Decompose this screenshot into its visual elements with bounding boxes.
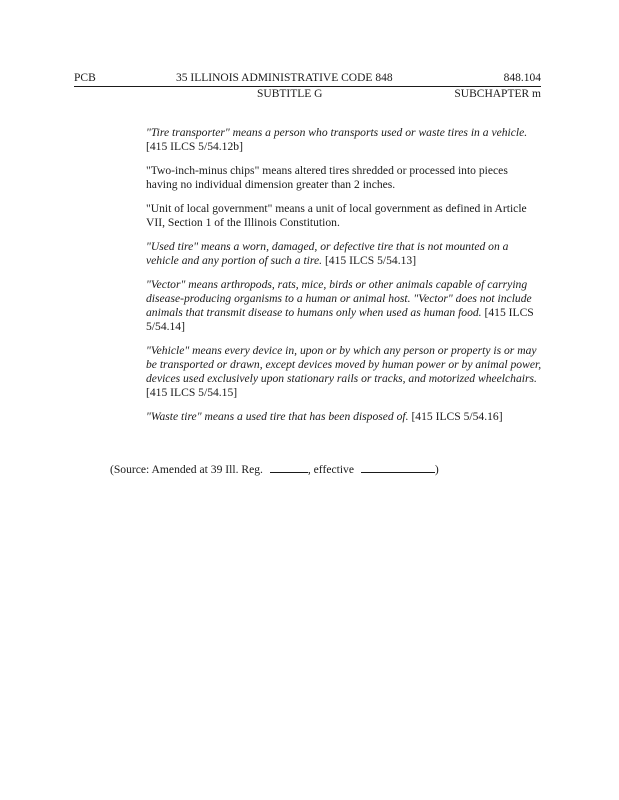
definition-term: "Vector" bbox=[146, 278, 186, 291]
definition-term: "Two-inch-minus chips" bbox=[146, 164, 260, 177]
running-subheader bbox=[74, 88, 541, 102]
definition-text: means every device in, upon or by which any person or property is or may be transported or drawn, except devices moved by human power or by animal power, devices used exclusively upon stationary rails or tracks, and motorized wheelchairs. bbox=[146, 344, 542, 385]
definition-term: "Unit of local government" bbox=[146, 202, 273, 215]
definition-paragraph bbox=[146, 202, 542, 230]
statutory-citation: [415 ILCS 5/54.14] bbox=[146, 306, 534, 333]
source-note bbox=[110, 462, 439, 476]
source-prefix: (Source: Amended at 39 Ill. Reg. bbox=[110, 463, 263, 476]
header-subtitle: SUBTITLE G bbox=[257, 88, 323, 100]
statutory-citation: [415 ILCS 5/54.13] bbox=[324, 254, 417, 267]
header-subchapter: SUBCHAPTER m bbox=[454, 88, 541, 100]
header-section-number: 848.104 bbox=[503, 72, 541, 84]
statutory-citation: [415 ILCS 5/54.15] bbox=[146, 386, 238, 399]
definition-paragraph bbox=[146, 410, 542, 424]
definition-paragraph bbox=[146, 240, 542, 268]
effective-date-blank bbox=[361, 462, 435, 473]
definition-text: means a unit of local government as defined in Article VII, Section 1 of the Illinois Constitution. bbox=[146, 202, 527, 229]
definition-paragraph bbox=[146, 344, 542, 400]
definition-term: "Waste tire" bbox=[146, 410, 202, 423]
definition-text: means a used tire that has been disposed of. bbox=[201, 410, 409, 423]
definition-text: means a person who transports used or waste tires in a vehicle. bbox=[229, 126, 528, 139]
header-code-title: 35 ILLINOIS ADMINISTRATIVE CODE 848 bbox=[176, 72, 393, 84]
header-agency: PCB bbox=[74, 72, 96, 84]
statutory-citation: [415 ILCS 5/54.12b] bbox=[146, 140, 243, 153]
definition-text: means a worn, damaged, or defective tire that is not mounted on a vehicle and any portion of such a tire. bbox=[146, 240, 509, 267]
source-suffix: ) bbox=[434, 463, 439, 476]
definitions-list bbox=[146, 126, 542, 434]
running-header bbox=[74, 72, 541, 87]
definition-paragraph bbox=[146, 278, 542, 334]
statutory-citation: [415 ILCS 5/54.16] bbox=[411, 410, 503, 423]
definition-paragraph bbox=[146, 164, 542, 192]
source-middle: , effective bbox=[307, 463, 354, 476]
reg-page-blank bbox=[270, 462, 308, 473]
definition-term: "Vehicle" bbox=[146, 344, 190, 357]
definition-text: means arthropods, rats, mice, birds or other animals capable of carrying disease-producing organisms to a human or animal host. "Vector" does not include animals that transmit disease to humans only when used as human food. bbox=[146, 278, 532, 319]
definition-term: "Tire transporter" bbox=[146, 126, 230, 139]
definition-term: "Used tire" bbox=[146, 240, 199, 253]
definition-paragraph bbox=[146, 126, 542, 154]
definition-text: means altered tires shredded or processed into pieces having no individual dimension greater than 2 inches. bbox=[146, 164, 508, 191]
